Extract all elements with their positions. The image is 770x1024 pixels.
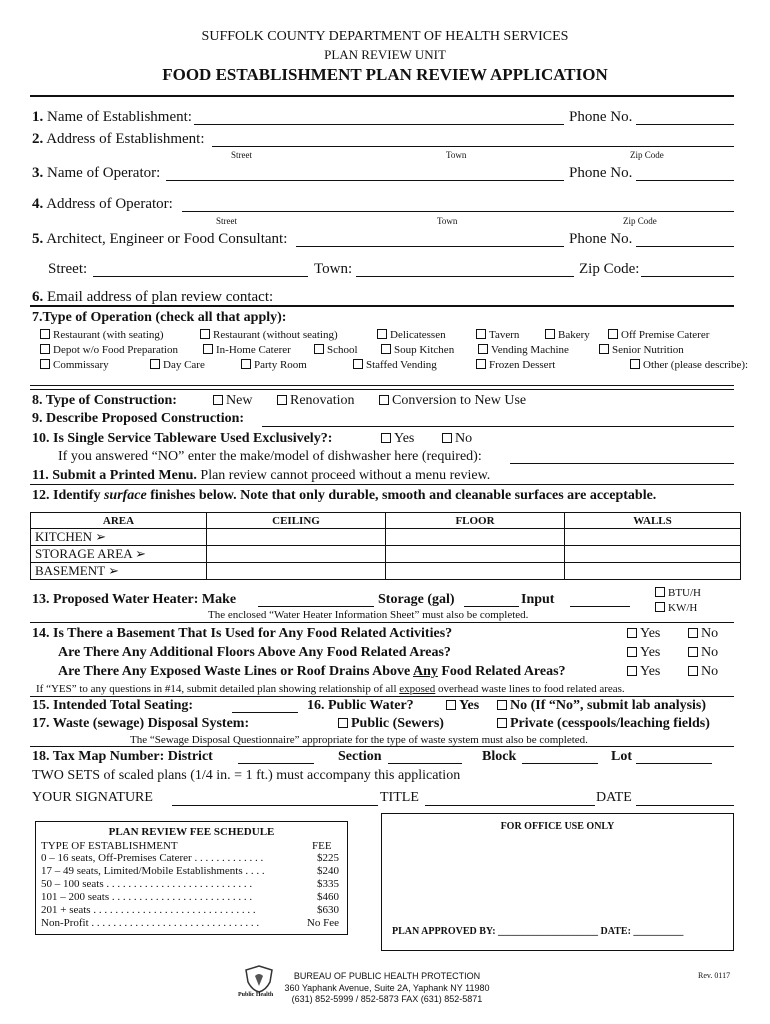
- area-basement: BASEMENT ➢: [31, 563, 207, 580]
- q1-label: Name of Establishment:: [47, 109, 192, 125]
- seating-field[interactable]: [232, 712, 298, 713]
- q13-note: The enclosed “Water Heater Information Sheet” must also be completed.: [208, 609, 529, 621]
- q4-number: 4.: [32, 196, 44, 212]
- consultant-phone-field[interactable]: [636, 246, 734, 247]
- header-walls: WALLS: [565, 513, 741, 529]
- table-row: [31, 529, 741, 546]
- checkbox-icon: [40, 329, 50, 339]
- op-label: Restaurant (without seating): [213, 329, 338, 341]
- heater-storage-field[interactable]: [464, 606, 519, 607]
- op-label: Staffed Vending: [366, 359, 437, 371]
- q8-label: 8. Type of Construction:: [32, 393, 177, 408]
- q5-street-label: Street:: [48, 261, 88, 277]
- title-label: TITLE: [380, 790, 419, 805]
- op-staffed-vending[interactable]: [353, 359, 437, 371]
- no-label: No (If “No”, submit lab analysis): [510, 698, 707, 713]
- bureau-address: 360 Yaphank Avenue, Suite 2A, Yaphank NY 11980: [284, 983, 490, 993]
- q5-phone-label: Phone No.: [569, 231, 633, 247]
- establishment-name-field[interactable]: [194, 124, 564, 125]
- office-use-box: [381, 813, 734, 951]
- block-field[interactable]: [522, 763, 598, 764]
- waste-lines-no[interactable]: [688, 664, 718, 680]
- q11-note: Plan review cannot proceed without a menu review.: [200, 468, 491, 483]
- op-label: Party Room: [254, 359, 307, 371]
- q6-row: [32, 289, 273, 306]
- q6-label: Email address of plan review contact:: [47, 289, 274, 305]
- basement-no[interactable]: [688, 626, 718, 642]
- checkbox-icon: [608, 329, 618, 339]
- fee-schedule-box: [35, 821, 348, 935]
- operator-address-field[interactable]: [182, 211, 734, 212]
- op-label: Other (please describe):: [643, 359, 749, 371]
- checkbox-icon: [213, 395, 223, 405]
- establishment-phone-field[interactable]: [636, 124, 734, 125]
- area-storage: STORAGE AREA ➢: [31, 546, 207, 563]
- checkbox-icon: [377, 329, 387, 339]
- signature-field[interactable]: [172, 805, 378, 806]
- fee-schedule-title: PLAN REVIEW FEE SCHEDULE: [108, 826, 275, 838]
- checkbox-icon: [655, 587, 665, 597]
- unit-label: KW/H: [668, 602, 698, 614]
- form-title: FOOD ESTABLISHMENT PLAN REVIEW APPLICATION: [162, 65, 608, 84]
- op-label: Delicatessen: [390, 329, 446, 341]
- public-water-yes[interactable]: [446, 698, 479, 714]
- fee-col-fee: FEE: [312, 840, 332, 852]
- plans-note: TWO SETS of scaled plans (1/4 in. = 1 ft.) must accompany this application: [32, 768, 461, 783]
- q3-label: Name of Operator:: [47, 165, 161, 181]
- storage-floor-cell[interactable]: [386, 546, 565, 563]
- construction-option-label: Conversion to New Use: [392, 393, 527, 408]
- operation-row-2: [40, 344, 740, 358]
- unit-label: BTU/H: [668, 587, 701, 599]
- checkbox-icon: [599, 344, 609, 354]
- checkbox-icon: [627, 647, 637, 657]
- op-restaurant-without-seating[interactable]: [200, 329, 338, 341]
- checkbox-icon: [497, 718, 507, 728]
- other-describe-field[interactable]: [30, 385, 734, 386]
- signature-label: YOUR SIGNATURE: [32, 790, 153, 805]
- q12-label: 12. Identify surface finishes below. Note that only durable, smooth and cleanable surfaces are acceptable.: [32, 488, 657, 503]
- q6-number: 6.: [32, 289, 44, 305]
- basement-floor-cell[interactable]: [386, 563, 565, 580]
- checkbox-icon: [40, 359, 50, 369]
- checkbox-icon: [314, 344, 324, 354]
- q5-number: 5.: [32, 231, 44, 247]
- op-label: Depot w/o Food Preparation: [53, 344, 178, 356]
- checkbox-icon: [277, 395, 287, 405]
- q1-number: 1.: [32, 109, 44, 125]
- q1-phone-label: Phone No.: [569, 109, 633, 125]
- operation-row-3: [40, 359, 749, 373]
- q14-line-3: Are There Any Exposed Waste Lines or Roof Drains Above Any Food Related Areas?: [58, 664, 566, 679]
- op-label: Commissary: [53, 359, 109, 371]
- op-party-room[interactable]: [241, 359, 307, 371]
- op-label: Senior Nutrition: [612, 344, 684, 356]
- op-bakery[interactable]: [545, 329, 590, 341]
- q11-label: 11. Submit a Printed Menu.: [32, 468, 197, 483]
- fee-row-type: 201 + seats . . . . . . . . . . . . . . . . . . . . . . . . . . . . . .: [41, 904, 256, 916]
- public-water-no[interactable]: [497, 698, 706, 714]
- bureau-name: BUREAU OF PUBLIC HEALTH PROTECTION: [293, 971, 481, 981]
- tableware-yes[interactable]: [381, 431, 414, 447]
- operator-phone-field[interactable]: [636, 180, 734, 181]
- unit-name: PLAN REVIEW UNIT: [324, 47, 446, 62]
- kitchen-floor-cell[interactable]: [386, 529, 565, 546]
- q5-zip-label: Zip Code:: [579, 261, 640, 277]
- tableware-no[interactable]: [442, 431, 472, 447]
- q5-row: [32, 231, 287, 248]
- op-label: School: [327, 344, 358, 356]
- kitchen-ceiling-cell[interactable]: [207, 529, 386, 546]
- header-area: AREA: [31, 513, 207, 529]
- email-field-rule[interactable]: [30, 305, 734, 307]
- checkbox-icon: [381, 344, 391, 354]
- op-vending-machine[interactable]: [478, 344, 569, 356]
- q18-block-label: Block: [482, 749, 517, 764]
- q3-number: 3.: [32, 165, 44, 181]
- dishwasher-model-field[interactable]: [510, 463, 734, 464]
- fee-col-type: TYPE OF ESTABLISHMENT: [41, 840, 178, 852]
- fee-row-type: 101 – 200 seats . . . . . . . . . . . . . . . . . . . . . . . . . .: [41, 891, 253, 903]
- checkbox-icon: [627, 628, 637, 638]
- fee-row-amount: No Fee: [306, 917, 339, 929]
- q1-row: [32, 109, 192, 126]
- op-commissary[interactable]: [40, 359, 109, 371]
- op-tavern[interactable]: [476, 329, 519, 341]
- op-label: Day Care: [163, 359, 205, 371]
- office-use-title: FOR OFFICE USE ONLY: [500, 821, 615, 832]
- construction-new[interactable]: [213, 393, 252, 409]
- date-field[interactable]: [636, 805, 734, 806]
- q7-label: 7.Type of Operation (check all that apply):: [32, 310, 287, 325]
- q3-row: [32, 165, 160, 182]
- bureau-phone: (631) 852-5999 / 852-5873 FAX (631) 852-5871: [291, 994, 483, 1004]
- q4-label: Address of Operator:: [46, 196, 173, 212]
- table-row: [31, 563, 741, 580]
- consultant-street-field[interactable]: [93, 276, 308, 277]
- q18-section-label: Section: [338, 749, 382, 764]
- q2-label: Address of Establishment:: [46, 131, 205, 147]
- op-restaurant-with-seating[interactable]: [40, 329, 164, 341]
- yes-label: Yes: [394, 431, 415, 446]
- op-label: In-Home Caterer: [216, 344, 291, 356]
- no-label: No: [701, 645, 719, 660]
- op-label: Soup Kitchen: [394, 344, 455, 356]
- checkbox-icon: [338, 718, 348, 728]
- operator-name-field[interactable]: [166, 180, 564, 181]
- q14-line-2: Are There Any Additional Floors Above Any Food Related Areas?: [58, 645, 451, 660]
- construction-option-label: Renovation: [290, 393, 355, 408]
- q14-note: If “YES” to any questions in #14, submit detailed plan showing relationship of all exposed overhead waste lines to food related areas.: [36, 683, 625, 695]
- q4-zip-caption: Zip Code: [623, 216, 657, 226]
- q18-lot-label: Lot: [611, 749, 632, 764]
- basement-yes[interactable]: [627, 626, 660, 642]
- q4-street-caption: Street: [216, 216, 237, 226]
- q5-label: Architect, Engineer or Food Consultant:: [46, 231, 288, 247]
- q18-label: 18. Tax Map Number: District: [32, 749, 213, 764]
- op-label: Tavern: [489, 329, 520, 341]
- table-row: [31, 546, 741, 563]
- fee-row-type: 50 – 100 seats . . . . . . . . . . . . . . . . . . . . . . . . . . .: [41, 878, 253, 890]
- heater-make-field[interactable]: [258, 606, 374, 607]
- q17-label: 17. Waste (sewage) Disposal System:: [32, 716, 250, 731]
- op-soup-kitchen[interactable]: [381, 344, 454, 356]
- department-name: SUFFOLK COUNTY DEPARTMENT OF HEALTH SERVICES: [201, 29, 569, 44]
- district-field[interactable]: [238, 763, 314, 764]
- no-label: No: [701, 664, 719, 679]
- q9-label: 9. Describe Proposed Construction:: [32, 411, 245, 426]
- logo-text: Public Health: [238, 992, 274, 998]
- yes-label: Yes: [640, 664, 661, 679]
- checkbox-icon: [688, 647, 698, 657]
- checkbox-icon: [40, 344, 50, 354]
- basement-walls-cell[interactable]: [565, 563, 741, 580]
- area-kitchen: KITCHEN ➢: [31, 529, 207, 546]
- op-school[interactable]: [314, 344, 358, 356]
- checkbox-icon: [381, 433, 391, 443]
- checkbox-icon: [655, 602, 665, 612]
- yes-label: Yes: [459, 698, 480, 713]
- checkbox-icon: [203, 344, 213, 354]
- section-rule: [30, 389, 734, 390]
- no-label: No: [455, 431, 473, 446]
- section-rule: [30, 696, 734, 697]
- q5-town-label: Town:: [314, 261, 353, 277]
- section-rule: [30, 746, 734, 747]
- basement-ceiling-cell[interactable]: [207, 563, 386, 580]
- op-day-care[interactable]: [150, 359, 205, 371]
- fee-row-amount: $240: [317, 865, 339, 877]
- op-label: Restaurant (with seating): [53, 329, 164, 341]
- q16-label: 16. Public Water?: [307, 698, 414, 713]
- storage-walls-cell[interactable]: [565, 546, 741, 563]
- q4-town-caption: Town: [437, 216, 458, 226]
- q10-label: 10. Is Single Service Tableware Used Exclusively?:: [32, 431, 333, 446]
- q10-note: If you answered “NO” enter the make/model of dishwasher here (required):: [58, 449, 482, 464]
- consultant-zip-field[interactable]: [641, 276, 734, 277]
- q13-label: 13. Proposed Water Heater: Make: [32, 592, 237, 607]
- plan-approved-line[interactable]: PLAN APPROVED BY: ____________________ DATE: __________: [392, 926, 684, 937]
- construction-option-label: New: [226, 393, 253, 408]
- no-label: No: [701, 626, 719, 641]
- checkbox-icon: [478, 344, 488, 354]
- op-in-home-caterer[interactable]: [203, 344, 291, 356]
- checkbox-icon: [627, 666, 637, 676]
- fee-row-type: 17 – 49 seats, Limited/Mobile Establishments . . . .: [41, 865, 265, 877]
- table-header-row: [31, 513, 741, 529]
- title-field[interactable]: [425, 805, 595, 806]
- heater-input-field[interactable]: [570, 606, 630, 607]
- checkbox-icon: [688, 666, 698, 676]
- q13-storage-label: Storage (gal): [378, 592, 455, 607]
- unit-btuh[interactable]: [655, 587, 701, 599]
- section-rule: [30, 622, 734, 623]
- q2-town-caption: Town: [446, 150, 467, 160]
- fee-row-amount: $630: [317, 904, 339, 916]
- fee-row-type: Non-Profit . . . . . . . . . . . . . . . . . . . . . . . . . . . . . . .: [41, 917, 260, 929]
- op-off-premise-caterer[interactable]: [608, 329, 709, 341]
- checkbox-icon: [241, 359, 251, 369]
- op-label: Bakery: [558, 329, 590, 341]
- sewage-public[interactable]: [338, 716, 444, 732]
- floors-yes[interactable]: [627, 645, 660, 661]
- op-label: Vending Machine: [491, 344, 569, 356]
- q17-note: The “Sewage Disposal Questionnaire” appropriate for the type of waste system must also be completed.: [130, 734, 588, 746]
- construction-conversion[interactable]: [379, 393, 526, 409]
- consultant-town-field[interactable]: [356, 276, 574, 277]
- op-senior-nutrition[interactable]: [599, 344, 684, 356]
- q11-row: [32, 468, 490, 484]
- waste-lines-yes[interactable]: [627, 664, 660, 680]
- op-depot[interactable]: [40, 344, 178, 356]
- fee-row-amount: $460: [317, 891, 339, 903]
- construction-description-field[interactable]: [262, 426, 734, 427]
- q2-street-caption: Street: [231, 150, 252, 160]
- checkbox-icon: [150, 359, 160, 369]
- unit-kwh[interactable]: [655, 602, 697, 614]
- yes-label: Yes: [640, 626, 661, 641]
- kitchen-walls-cell[interactable]: [565, 529, 741, 546]
- q14-line-1: 14. Is There a Basement That Is Used for Any Food Related Activities?: [32, 626, 453, 641]
- op-frozen-dessert[interactable]: [476, 359, 555, 371]
- checkbox-icon: [476, 359, 486, 369]
- establishment-address-field[interactable]: [212, 146, 734, 147]
- consultant-name-field[interactable]: [296, 246, 564, 247]
- q2-number: 2.: [32, 131, 44, 147]
- checkbox-icon: [446, 700, 456, 710]
- q13-input-label: Input: [521, 592, 555, 607]
- storage-ceiling-cell[interactable]: [207, 546, 386, 563]
- sewage-option-label: Public (Sewers): [351, 716, 444, 731]
- checkbox-icon: [630, 359, 640, 369]
- checkbox-icon: [497, 700, 507, 710]
- revision-label: Rev. 0117: [698, 971, 731, 980]
- checkbox-icon: [545, 329, 555, 339]
- op-delicatessen[interactable]: [377, 329, 446, 341]
- header-ceiling: CEILING: [207, 513, 386, 529]
- header-floor: FLOOR: [386, 513, 565, 529]
- operation-row-1: [40, 329, 740, 343]
- fee-row-amount: $225: [317, 852, 339, 864]
- lot-field[interactable]: [636, 763, 712, 764]
- op-label: Frozen Dessert: [489, 359, 556, 371]
- construction-renovation[interactable]: [277, 393, 355, 409]
- fee-row-type: 0 – 16 seats, Off-Premises Caterer . . . . . . . . . . . . .: [41, 852, 264, 864]
- op-label: Off Premise Caterer: [621, 329, 710, 341]
- q4-row: [32, 196, 173, 213]
- checkbox-icon: [688, 628, 698, 638]
- q15-label: 15. Intended Total Seating:: [32, 698, 194, 713]
- checkbox-icon: [200, 329, 210, 339]
- op-other[interactable]: [630, 359, 748, 371]
- q8-row: [32, 393, 177, 409]
- section-rule: [30, 484, 734, 485]
- yes-label: Yes: [640, 645, 661, 660]
- checkbox-icon: [379, 395, 389, 405]
- title-rule: [30, 95, 734, 97]
- fee-row-amount: $335: [317, 878, 339, 890]
- q2-zip-caption: Zip Code: [630, 150, 664, 160]
- q2-row: [32, 131, 205, 148]
- q3-phone-label: Phone No.: [569, 165, 633, 181]
- surface-finish-table: [30, 512, 741, 580]
- date-label: DATE: [596, 790, 632, 805]
- checkbox-icon: [353, 359, 363, 369]
- section-field[interactable]: [388, 763, 462, 764]
- checkbox-icon: [476, 329, 486, 339]
- sewage-private[interactable]: [497, 716, 710, 732]
- q12-emphasis: surface: [103, 488, 147, 503]
- checkbox-icon: [442, 433, 452, 443]
- floors-no[interactable]: [688, 645, 718, 661]
- sewage-option-label: Private (cesspools/leaching fields): [510, 716, 710, 731]
